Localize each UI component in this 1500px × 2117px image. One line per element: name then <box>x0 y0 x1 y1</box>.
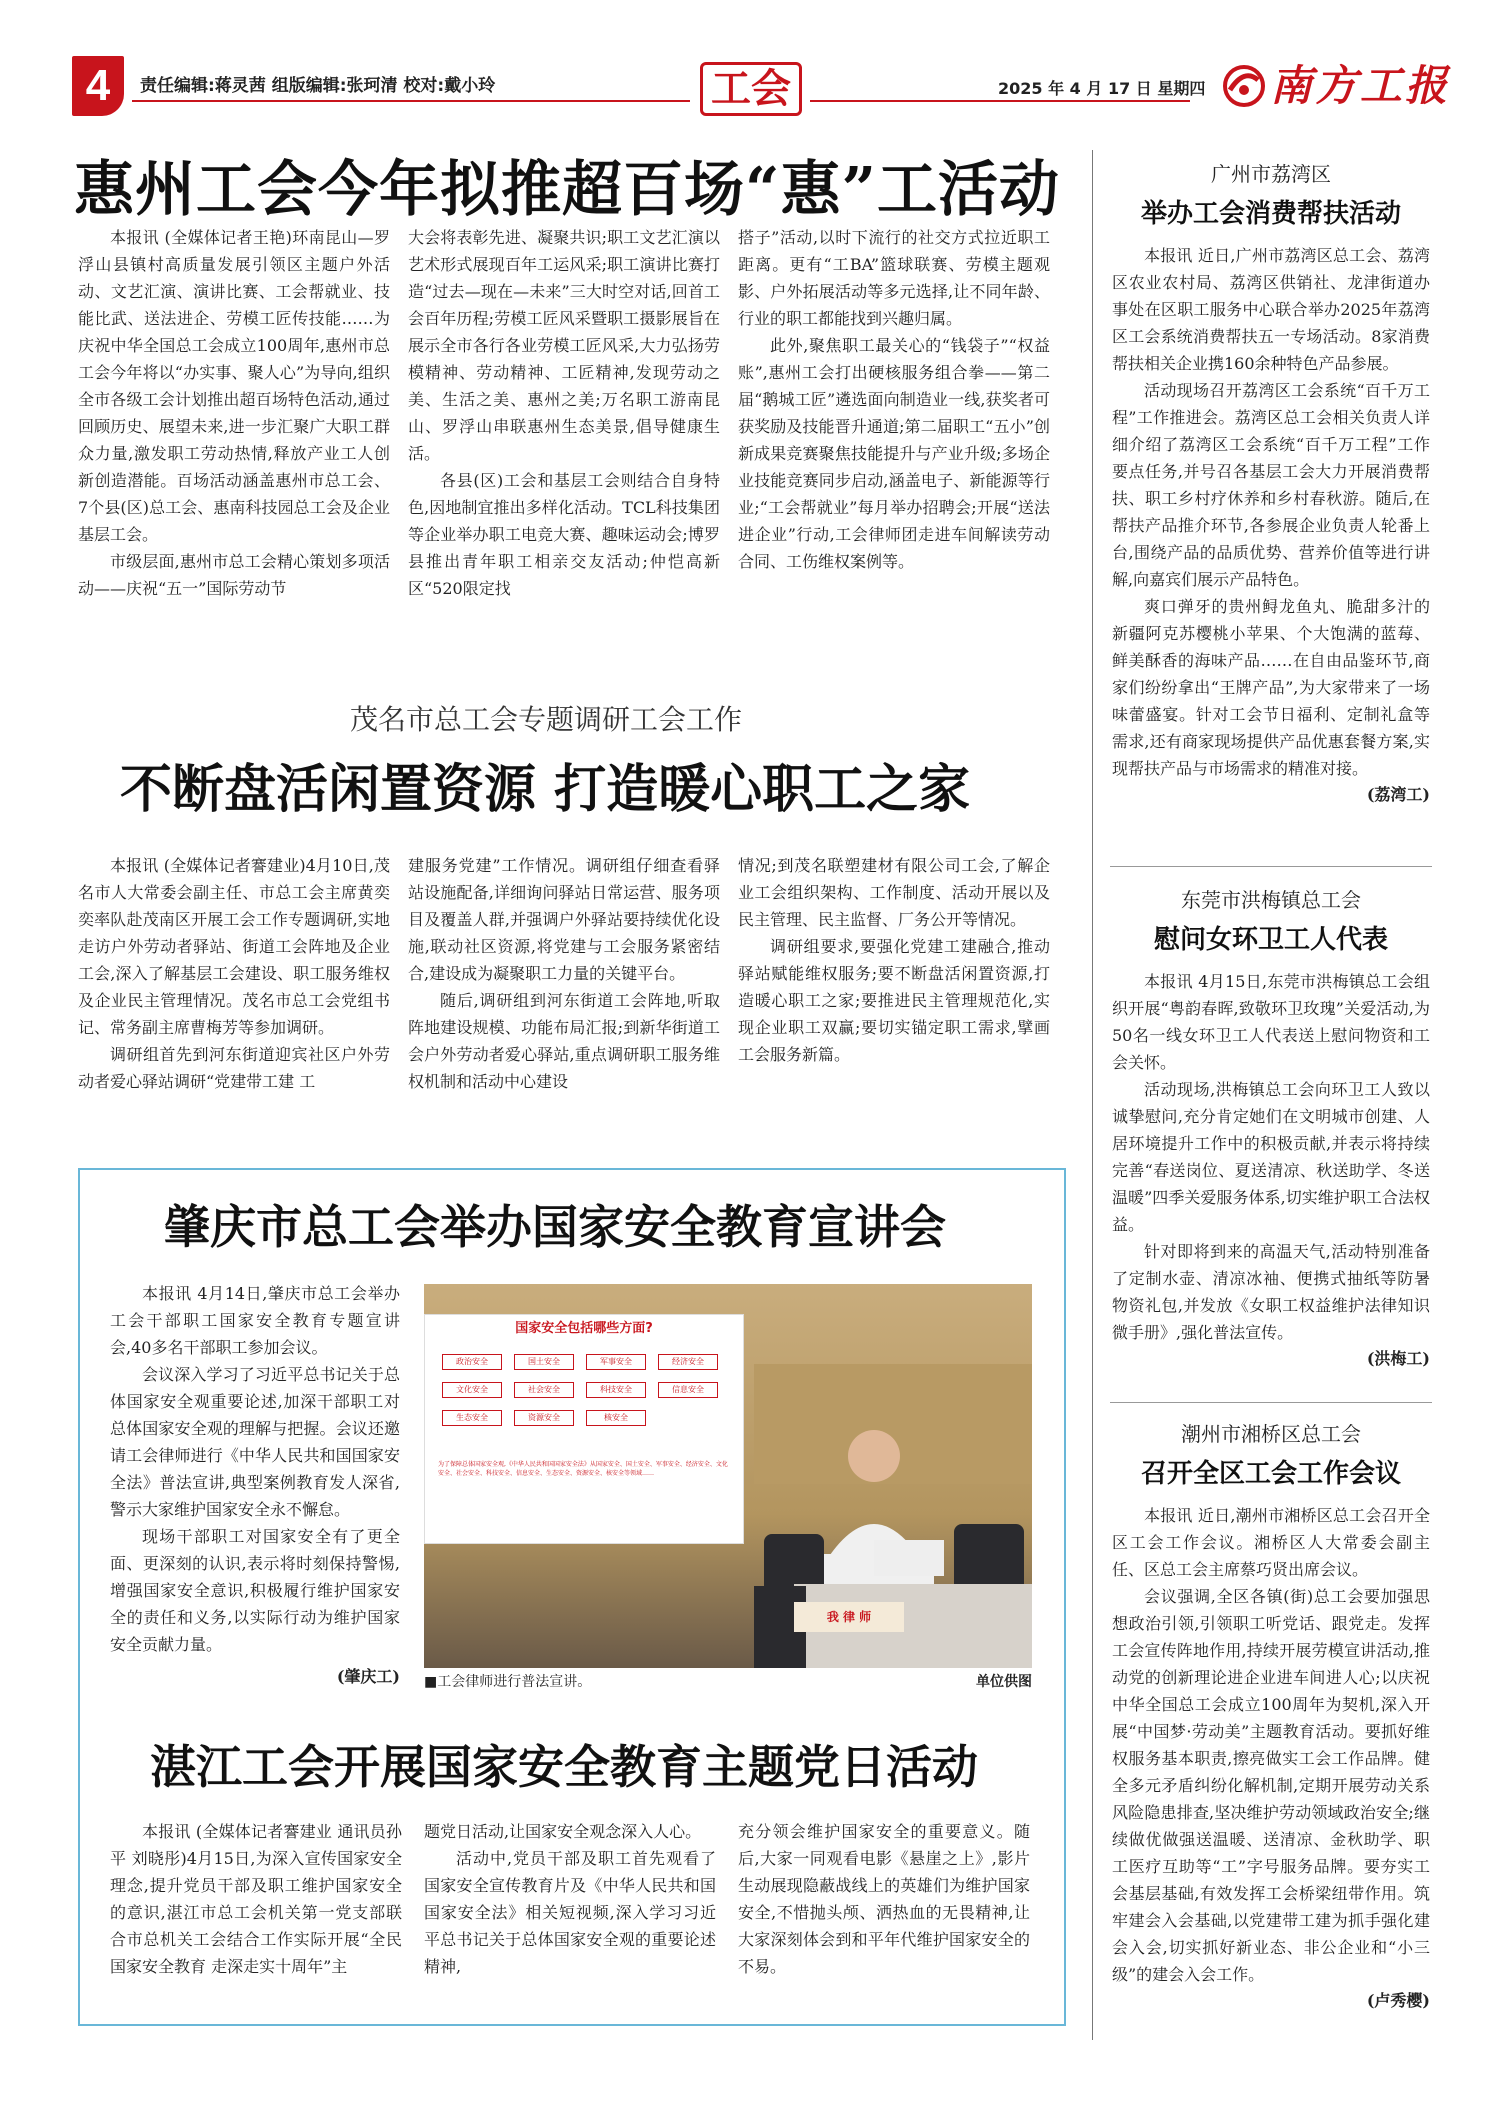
maoming-column-1 <box>78 852 390 1095</box>
slide-chip: 经济安全 <box>658 1354 718 1370</box>
honghe-text <box>1112 968 1430 1346</box>
zhanjiang-paragraph: 本报讯 (全媒体记者謇建业 通讯员孙平 刘晓彤)4月15日,为深入宣传国家安全理念,提升党员干部及职工维护国家安全的意识,湛江市总工会机关第一党支部联合市总机关工会结合工作实际开展“全民国家安全教育 走深走实十周年”主 <box>110 1822 402 1976</box>
maoming-column-2 <box>408 852 720 1095</box>
slide-chip: 核安全 <box>586 1410 646 1426</box>
xiangqiao-paragraph: 本报讯 近日,潮州市湘桥区总工会召开全区工会工作会议。湘桥区人大常委会副主任、区总工会主席蔡巧贤出席会议。 <box>1112 1506 1430 1579</box>
maoming-kicker: 茂名市总工会专题调研工会工作 <box>350 703 743 736</box>
liwan-paragraph: 本报讯 近日,广州市荔湾区总工会、荔湾区农业农村局、荔湾区供销社、龙津街道办事处在区职工服务中心联合举办2025年荔湾区工会系统消费帮扶五一专场活动。8家消费帮扶相关企业携160余种特色产品参展。 <box>1112 246 1430 373</box>
header-rule <box>810 100 1190 102</box>
maoming-paragraph: 本报讯 (全媒体记者謇建业)4月10日,茂名市人大常委会副主任、市总工会主席黄奕奕率队赴茂南区开展工会工作专题调研,实地走访户外劳动者驿站、街道工会阵地及企业工会,深入了解基层工会建设、职工服务维权及企业民主管理情况。茂名市总工会党组书记、常务副主席曹梅芳等参加调研。 <box>78 856 390 1037</box>
nameplate: 我 律 师 <box>794 1602 904 1632</box>
slide-chip: 文化安全 <box>442 1382 502 1398</box>
maoming-column-3 <box>738 852 1050 1068</box>
zhanjiang-paragraph: 活动中,党员干部及职工首先观看了国家安全宣传教育片及《中华人民共和国国家安全法》相关短视频,深入学习习近平总书记关于总体国家安全观的重要论述精神, <box>424 1849 716 1976</box>
liwan-headline: 举办工会消费帮扶活动 <box>1140 199 1401 229</box>
maoming-paragraph: 调研组要求,要强化党建工建融合,推动驿站赋能维权服务;要不断盘活闲置资源,打造暖心职工之家;要推进民主管理规范化,实现企业职工双赢;要切实锚定职工需求,擘画工会服务新篇。 <box>738 937 1050 1064</box>
editor-credits: 责任编辑:蒋灵茜 组版编辑:张珂清 校对:戴小玲 <box>140 76 496 96</box>
main-paragraph: 搭子”活动,以时下流行的社交方式拉近职工距离。更有“工BA”篮球联赛、劳模主题观影、户外拓展活动等多元选择,让不同年龄、行业的职工都能找到兴趣归属。 <box>738 228 1050 328</box>
photo-credit: 单位供图 <box>976 1674 1032 1690</box>
main-paragraph: 各县(区)工会和基层工会则结合自身特色,因地制宜推出多样化活动。TCL科技集团等企业举办职工电竞大赛、趣味运动会;博罗县推出青年职工相亲交友活动;仲恺高新区“520限定找 <box>408 471 720 598</box>
main-paragraph: 大会将表彰先进、凝聚共识;职工文艺汇演以艺术形式展现百年工运风采;职工演讲比赛打造“过去—现在—未来”三大时空对话,回首工会百年历程;劳模工匠风采暨职工摄影展旨在展示全市各行各业劳模工匠风采,大力弘扬劳模精神、劳动精神、工匠精神,发现劳动之美、生活之美、惠州之美;万名职工游南昆山、罗浮山串联惠州生态美景,倡导健康生活。 <box>408 228 720 463</box>
honghe-kicker: 东莞市洪梅镇总工会 <box>1181 888 1361 912</box>
zhaoqing-byline: (肇庆工) <box>336 1667 400 1686</box>
maoming-headline: 不断盘活闲置资源 打造暖心职工之家 <box>120 759 971 820</box>
logo-text: 南方工报 <box>1270 61 1451 110</box>
sidebar-xiangqiao <box>1112 1420 1430 2014</box>
honghe-headline: 慰问女环卫工人代表 <box>1153 925 1388 955</box>
maoming-paragraph: 情况;到茂名联塑建材有限公司工会,了解企业工会组织架构、工作制度、活动开展以及民主管理、民主监督、厂务公开等情况。 <box>738 856 1050 929</box>
photo-caption: ■工会律师进行普法宣讲。 <box>424 1674 592 1690</box>
issue-date: 2025 年 4 月 17 日 星期四 <box>998 79 1206 98</box>
masthead-logo <box>1222 58 1462 114</box>
zhaoqing-paragraph: 会议深入学习了习近平总书记关于总体国家安全观重要论述,加深干部职工对总体国家安全观的理解与把握。会议还邀请工会律师进行《中华人民共和国国家安全法》普法宣讲,典型案例教育发人深省,警示大家维护国家安全永不懈怠。 <box>110 1365 400 1519</box>
honghe-paragraph: 针对即将到来的高温天气,活动特别准备了定制水壶、清凉冰袖、便携式抽纸等防暑物资礼包,并发放《女职工权益维护法律知识微手册》,强化普法宣传。 <box>1112 1242 1430 1342</box>
zhanjiang-paragraph: 充分领会维护国家安全的重要意义。随后,大家一同观看电影《悬崖之上》,影片生动展现隐蔽战线上的英雄们为维护国家安全,不惜抛头颅、洒热血的无畏精神,让大家深刻体会到和平年代维护国家安全的不易。 <box>738 1822 1030 1976</box>
honghe-byline: (洪梅工) <box>1366 1349 1430 1368</box>
slide-note: 为了保障总体国家安全观,《中华人民共和国国家安全法》从国家安全、国土安全、军事安全、经济安全、文化安全、社会安全、科技安全、信息安全、生态安全、资源安全、核安全等领域…… <box>438 1461 728 1477</box>
liwan-paragraph: 活动现场召开荔湾区工会系统“百千万工程”工作推进会。荔湾区总工会相关负责人详细介绍了荔湾区工会系统“百千万工程”工作要点任务,并号召各基层工会大力开展消费帮扶、职工乡村疗休养和乡村春秋游。随后,在帮扶产品推介环节,各参展企业负责人轮番上台,围绕产品的品质优势、营养价值等进行讲解,向嘉宾们展示产品特色。 <box>1112 381 1430 589</box>
main-paragraph: 此外,聚焦职工最关心的“钱袋子”“权益账”,惠州工会打出硬核服务组合拳——第二届“鹅城工匠”遴选面向制造业一线,获奖者可获奖励及技能晋升通道;第二届职工“五小”创新成果竞赛聚焦技能提升与产业升级;多场企业技能竞赛同步启动,涵盖电子、新能源等行业;“工会帮就业”每月举办招聘会;开展“送法进企业”行动,工会律师团走进车间解读劳动合同、工伤维权案例等。 <box>738 336 1050 571</box>
maoming-paragraph: 随后,调研组到河东街道工会阵地,听取阵地建设规模、功能布局汇报;到新华街道工会户外劳动者爱心驿站,重点调研职工服务维权机制和活动中心建设 <box>408 991 720 1091</box>
sidebar-divider <box>1110 866 1432 867</box>
zhanjiang-paragraph: 题党日活动,让国家安全观念深入人心。 <box>424 1822 702 1841</box>
slide-chip: 信息安全 <box>658 1382 718 1398</box>
zhanjiang-column-1 <box>110 1818 402 1980</box>
honghe-paragraph: 本报讯 4月15日,东莞市洪梅镇总工会组织开展“粤韵春晖,致敬环卫玫瑰”关爱活动,为50名一线女环卫工人代表送上慰问物资和工会关怀。 <box>1112 972 1430 1072</box>
slide-chip: 科技安全 <box>586 1382 646 1398</box>
liwan-paragraph: 爽口弹牙的贵州鲟龙鱼丸、脆甜多汁的新疆阿克苏樱桃小苹果、个大饱满的蓝莓、鲜美酥香的海味产品……在自由品鉴环节,商家们纷纷拿出“王牌产品”,为大家带来了一场味蕾盛宴。针对工会节日福利、定制礼盒等需求,还有商家现场提供产品优惠套餐方案,实现帮扶产品与市场需求的精准对接。 <box>1112 597 1430 778</box>
header-rule <box>132 100 690 102</box>
presentation-slide <box>424 1314 744 1544</box>
zhaoqing-text <box>110 1280 400 1690</box>
page-number: 4 <box>72 56 124 116</box>
xiangqiao-text <box>1112 1502 1430 1988</box>
maoming-paragraph: 建服务党建”工作情况。调研组仔细查看驿站设施配备,详细询问驿站日常运营、服务项目及覆盖人群,并强调户外驿站要持续优化设施,联动社区资源,将党建与工会服务紧密结合,建设成为凝聚职工力量的关键平台。 <box>408 856 720 983</box>
column-divider <box>1092 150 1093 2040</box>
zhanjiang-headline: 湛江工会开展国家安全教育主题党日活动 <box>150 1740 978 1794</box>
slide-chip: 资源安全 <box>514 1410 574 1426</box>
sidebar-liwan <box>1112 160 1430 808</box>
zhaoqing-paragraph: 本报讯 4月14日,肇庆市总工会举办工会干部职工国家安全教育专题宣讲会,40多名干部职工参加会议。 <box>110 1284 400 1357</box>
main-column-2 <box>408 224 720 602</box>
slide-chip: 军事安全 <box>586 1354 646 1370</box>
main-headline: 惠州工会今年拟推超百场“惠”工活动 <box>74 155 1061 225</box>
main-paragraph: 市级层面,惠州市总工会精心策划多项活动——庆祝“五一”国际劳动节 <box>78 552 390 598</box>
slide-chip: 政治安全 <box>442 1354 502 1370</box>
liwan-byline: (荔湾工) <box>1366 785 1430 804</box>
liwan-kicker: 广州市荔湾区 <box>1211 162 1331 186</box>
xiangqiao-headline: 召开全区工会工作会议 <box>1140 1459 1401 1489</box>
main-column-3 <box>738 224 1050 575</box>
slide-chip: 生态安全 <box>442 1410 502 1426</box>
main-column-1 <box>78 224 390 602</box>
main-paragraph: 本报讯 (全媒体记者王艳)环南昆山—罗浮山县镇村高质量发展引领区主题户外活动、文艺汇演、演讲比赛、工会帮就业、技能比武、送法进企、劳模工匠传技能……为庆祝中华全国总工会成立100周年,惠州市总工会今年将以“办实事、聚人心”为导向,组织全市各级工会计划推出超百场特色活动,通过回顾历史、展望未来,进一步汇聚广大职工群众力量,激发职工劳动热情,释放产业工人创新创造潜能。百场活动涵盖惠州市总工会、7个县(区)总工会、惠南科技园总工会及企业基层工会。 <box>78 228 390 544</box>
liwan-text <box>1112 242 1430 782</box>
maoming-paragraph: 调研组首先到河东街道迎宾社区户外劳动者爱心驿站调研“党建带工建 工 <box>78 1045 390 1091</box>
slide-chip: 国土安全 <box>514 1354 574 1370</box>
zhanjiang-column-3 <box>738 1818 1030 1980</box>
sidebar-honghe <box>1112 886 1430 1372</box>
xiangqiao-byline: (卢秀樱) <box>1366 1991 1430 2010</box>
slide-title: 国家安全包括哪些方面? <box>515 1321 653 1336</box>
honghe-paragraph: 活动现场,洪梅镇总工会向环卫工人致以诚挚慰问,充分肯定她们在文明城市创建、人居环境提升工作中的积极贡献,并表示将持续完善“春送岗位、夏送清凉、秋送助学、冬送温暖”四季关爱服务体系,切实维护职工合法权益。 <box>1112 1080 1430 1234</box>
xiangqiao-kicker: 潮州市湘桥区总工会 <box>1181 1422 1361 1446</box>
zhanjiang-column-2 <box>424 1818 716 1980</box>
slide-chip: 社会安全 <box>514 1382 574 1398</box>
zhaoqing-headline: 肇庆市总工会举办国家安全教育宣讲会 <box>164 1200 946 1254</box>
zhaoqing-paragraph: 现场干部职工对国家安全有了更全面、更深刻的认识,表示将时刻保持警惕,增强国家安全意识,积极履行维护国家安全的责任和义务,以实际行动为维护国家安全贡献力量。 <box>110 1527 400 1654</box>
lecture-photo <box>424 1284 1032 1668</box>
xiangqiao-paragraph: 会议强调,全区各镇(街)总工会要加强思想政治引领,引领职工听党话、跟党走。发挥工会宣传阵地作用,持续开展劳模宣讲活动,推动党的创新理论进企业进车间进人心;以庆祝中华全国总工会成立100周年为契机,深入开展“中国梦·劳动美”主题教育活动。要抓好维权服务基本职责,擦亮做实工会工作品牌。健全多元矛盾纠纷化解机制,定期开展劳动关系风险隐患排查,坚决维护劳动领域政治安全;继续做优做强送温暖、送清凉、金秋助学、职工医疗互助等“工”字号服务品牌。要夯实工会基层基础,有效发挥工会桥梁纽带作用。筑牢建会入会基础,以党建带工建为抓手强化建会入会,切实抓好新业态、非公企业和“小三级”的建会入会工作。 <box>1112 1587 1430 1984</box>
section-label: 工会 <box>700 62 802 116</box>
sidebar-divider <box>1110 1402 1432 1403</box>
photo-caption-row <box>424 1672 1032 1692</box>
logo-emblem-icon <box>1222 64 1266 108</box>
